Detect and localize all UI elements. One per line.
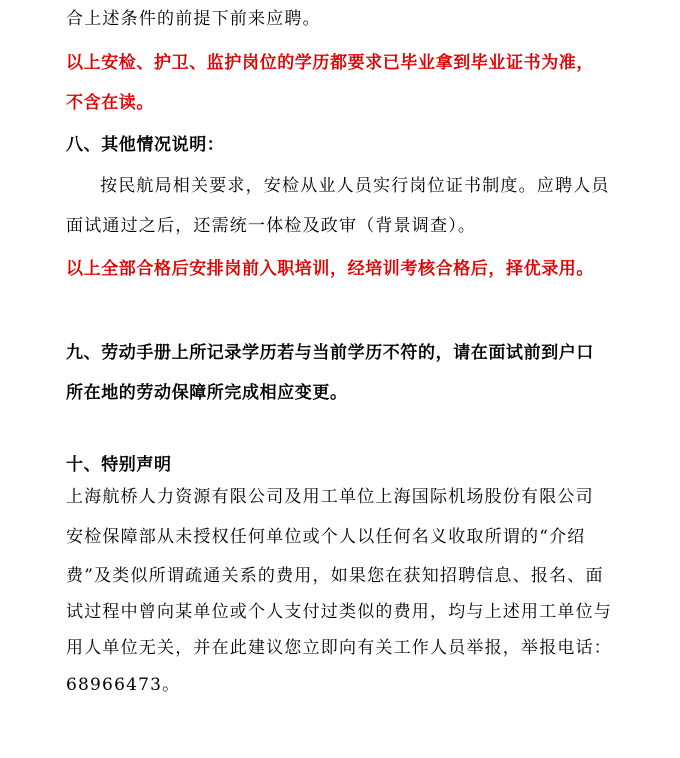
- section-10-body-line-4: 试过程中曾向某单位或个人支付过类似的费用，均与上述用工单位与: [66, 602, 612, 622]
- section-9-line-1: 九、劳动手册上所记录学历若与当前学历不符的，请在面试前到户口: [66, 343, 594, 363]
- section-8-body-line-2: 面试通过之后，还需统一体检及政审（背景调查）。: [66, 216, 477, 236]
- hotline-number: 68966473。: [66, 675, 181, 695]
- section-10-body-line-1: 上海航桥人力资源有限公司及用工单位上海国际机场股份有限公司: [66, 487, 594, 507]
- section-10-body-line-5: 用人单位无关，并在此建议您立即向有关工作人员举报，举报电话：: [66, 638, 612, 658]
- education-note-line-2: 不含在读。: [66, 93, 154, 113]
- section-8-body-line-1: 按民航局相关要求，安检从业人员实行岗位证书制度。应聘人员: [100, 176, 610, 196]
- intro-tail-text: 合上述条件的前提下前来应聘。: [66, 9, 321, 29]
- section-8-heading: 八、其他情况说明：: [66, 135, 225, 155]
- section-10-body-line-3: 费”及类似所谓疏通关系的费用，如果您在获知招聘信息、报名、面: [66, 566, 604, 586]
- section-8-note: 以上全部合格后安排岗前入职培训，经培训考核合格后，择优录用。: [66, 259, 594, 279]
- section-9-line-2: 所在地的劳动保障所完成相应变更。: [66, 383, 348, 403]
- education-note-line-1: 以上安检、护卫、监护岗位的学历都要求已毕业拿到毕业证书为准，: [66, 53, 594, 73]
- section-10-heading: 十、特别声明: [66, 455, 172, 475]
- section-10-body-line-2: 安检保障部从未授权任何单位或个人以任何名义收取所谓的“介绍: [66, 527, 586, 547]
